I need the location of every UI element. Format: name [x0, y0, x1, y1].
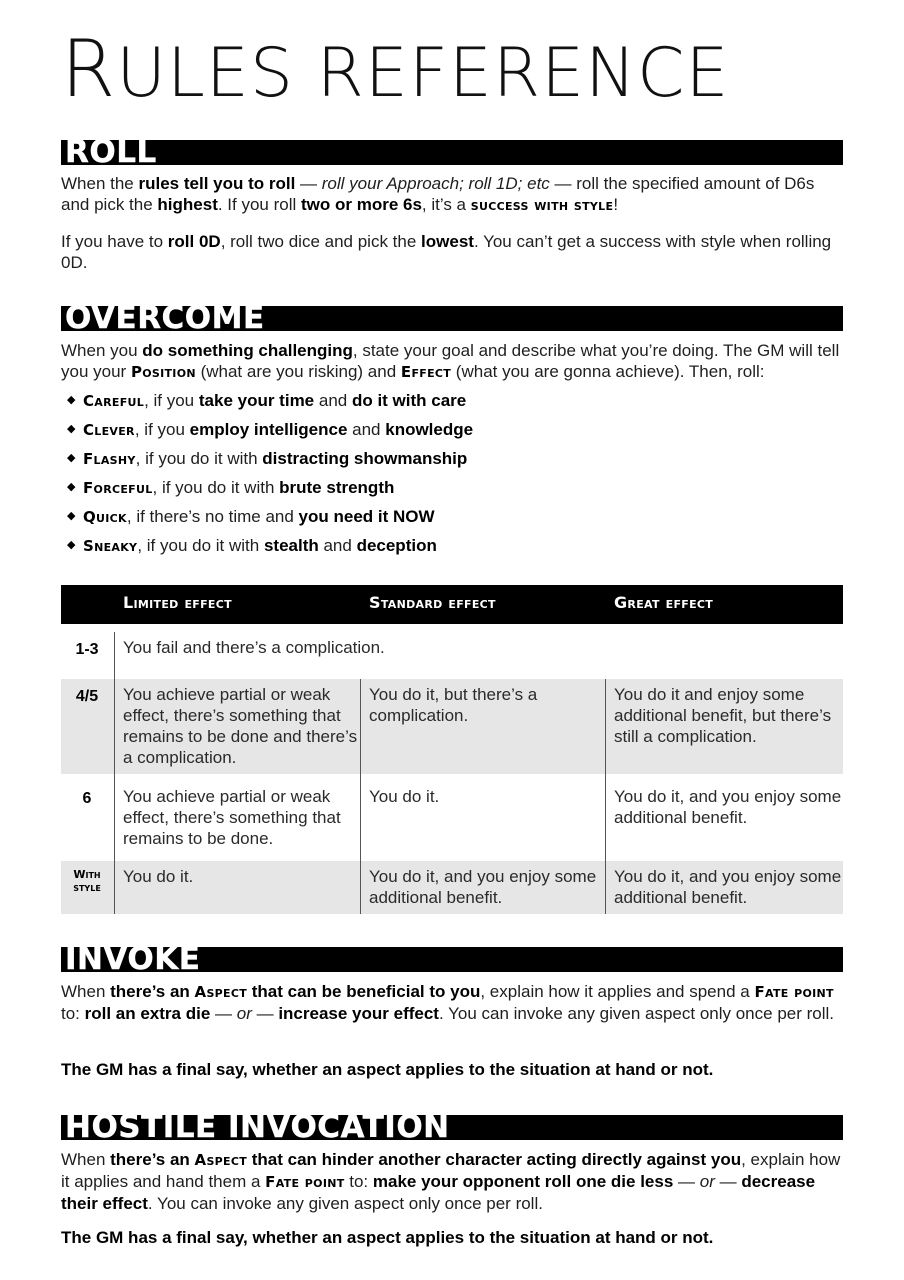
diamond-bullet-icon: ◆: [67, 539, 76, 551]
list-item: ◆ Clever, if you employ intelligence and knowledge: [67, 420, 474, 439]
list-item: ◆ Sneaky, if you do it with stealth and deception: [67, 536, 437, 555]
diamond-bullet-icon: ◆: [67, 510, 76, 522]
table-cell: You achieve partial or weak effect, there’s something that remains to be done.: [123, 787, 341, 848]
list-item: ◆ Careful, if you take your time and do it with care: [67, 391, 467, 410]
table-cell: You do it, and you enjoy some additional benefit.: [614, 867, 842, 907]
list-item: ◆ Forceful, if you do it with brute strength: [67, 478, 395, 497]
table-cell: You do it and enjoy some additional benefit, but there’s still a complication.: [614, 685, 832, 746]
section-heading-roll: ROLL: [61, 140, 843, 165]
table-cell: You do it, and you enjoy some additional benefit.: [614, 787, 842, 827]
row-header: 1-3: [75, 641, 99, 658]
diamond-bullet-icon: ◆: [67, 481, 76, 493]
diamond-bullet-icon: ◆: [67, 452, 76, 464]
hostile-paragraph-2: The GM has a final say, whether an aspect applies to the situation at hand or not.: [61, 1228, 714, 1247]
column-header: Standard effect: [369, 593, 496, 612]
page-title: RULES REFERENCE: [61, 25, 730, 115]
row-header: 4/5: [75, 688, 99, 705]
approach-list: [67, 390, 473, 564]
section-heading-invoke: INVOKE: [61, 947, 843, 972]
column-header: Great effect: [614, 593, 714, 612]
section-heading-overcome: OVERCOME: [61, 306, 843, 331]
table-cell: You do it.: [123, 867, 194, 886]
overcome-paragraph: When you do something challenging, state your goal and describe what you’re doing. The GM will tell you your Position (what are you risking) and Effect (what you are gonna achieve). Then, roll:: [61, 341, 840, 381]
hostile-paragraph-1: When there’s an Aspect that can hinder another character acting directly against you, explain how it applies and hand them a Fate point to: make your opponent roll one die less — or — decrease their effect. You can invoke any given aspect only once per roll.: [61, 1150, 841, 1213]
roll-paragraph-2: If you have to roll 0D, roll two dice and pick the lowest. You can’t get a success with style when rolling 0D.: [61, 232, 832, 272]
table-cell: You fail and there’s a complication.: [123, 638, 385, 657]
list-item: ◆ Quick, if there’s no time and you need it NOW: [67, 507, 435, 526]
invoke-paragraph-2: The GM has a final say, whether an aspect applies to the situation at hand or not.: [61, 1060, 714, 1079]
diamond-bullet-icon: ◆: [67, 394, 76, 406]
row-header: With style: [73, 868, 101, 894]
section-heading-hostile-invocation: HOSTILE INVOCATION: [61, 1115, 843, 1140]
column-header: Limited effect: [123, 593, 232, 612]
table-cell: You achieve partial or weak effect, there’s something that remains to be done and there’s a complication.: [123, 685, 358, 767]
table-row: [61, 861, 843, 914]
row-header: 6: [82, 790, 92, 807]
table-cell: You do it, and you enjoy some additional benefit.: [369, 867, 597, 907]
list-item: ◆ Flashy, if you do it with distracting showmanship: [67, 449, 468, 468]
table-row: [61, 679, 843, 774]
table-header: [61, 585, 843, 624]
table-row: [61, 624, 843, 679]
table-cell: You do it, but there’s a complication.: [369, 685, 538, 725]
invoke-paragraph-1: When there’s an Aspect that can be beneficial to you, explain how it applies and spend a Fate point to: roll an extra die — or — increase your effect. You can invoke any given aspect only once per roll.: [61, 982, 835, 1023]
table-row: [61, 774, 843, 861]
table-cell: You do it.: [369, 787, 440, 806]
diamond-bullet-icon: ◆: [67, 423, 76, 435]
roll-paragraph-1: When the rules tell you to roll — roll your Approach; roll 1D; etc — roll the specified amount of D6s and pick the highest. If you roll two or more 6s, it’s a success with style!: [61, 174, 815, 214]
effect-table: [61, 585, 843, 914]
